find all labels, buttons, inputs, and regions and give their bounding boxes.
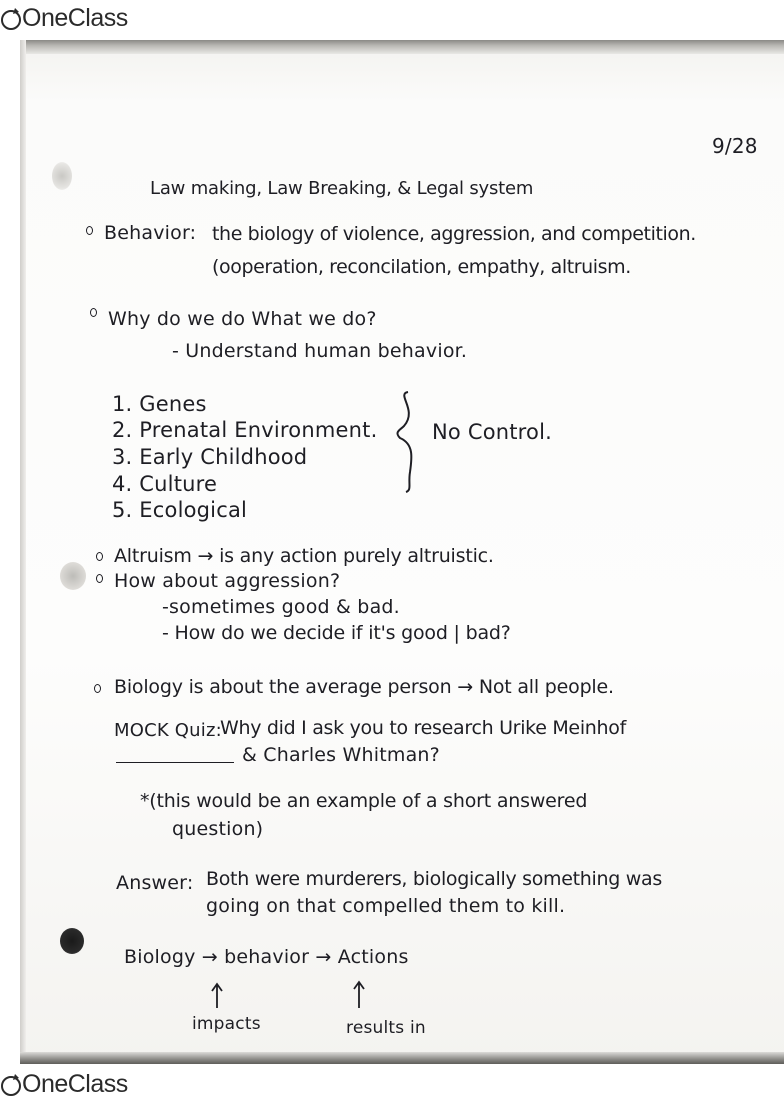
page-bottom-shadow bbox=[20, 1052, 784, 1064]
bullet bbox=[90, 308, 97, 317]
note-date: 9/28 bbox=[712, 134, 758, 158]
behavior-line-1: the biology of violence, aggression, and competition. bbox=[212, 223, 696, 245]
why-question: Why do we do What we do? bbox=[108, 308, 377, 330]
bullet bbox=[96, 552, 103, 561]
short-answer-line-1: *(this would be an example of a short answered bbox=[140, 790, 588, 812]
punch-hole bbox=[60, 562, 86, 590]
brand-footer bbox=[0, 1066, 128, 1102]
brand-header bbox=[0, 0, 128, 36]
answer-line-1: Both were murderers, biologically something was bbox=[206, 868, 662, 890]
answer-label: Answer: bbox=[116, 872, 194, 894]
note-title: Law making, Law Breaking, & Legal system bbox=[150, 178, 534, 199]
altruism-line-2: How about aggression? bbox=[114, 570, 341, 592]
brand-name: OneClass bbox=[22, 3, 128, 32]
altruism-line-1: Altruism → is any action purely altruistic. bbox=[114, 545, 494, 567]
factor-item: 2. Prenatal Environment. bbox=[112, 418, 378, 442]
mock-quiz-label: MOCK Quiz: bbox=[114, 720, 222, 741]
answer-line-2: going on that compelled them to kill. bbox=[206, 895, 566, 917]
factor-item: 5. Ecological bbox=[112, 498, 248, 522]
bullet bbox=[96, 574, 103, 583]
notebook-page-photo bbox=[20, 40, 784, 1064]
mock-quiz-underline bbox=[116, 762, 234, 763]
factor-item: 1. Genes bbox=[112, 392, 207, 416]
altruism-sub-2: - How do we decide if it's good | bad? bbox=[162, 622, 511, 644]
page-top-shadow bbox=[20, 40, 784, 54]
factor-item: 4. Culture bbox=[112, 472, 218, 496]
brand-name: OneClass bbox=[22, 1069, 128, 1098]
short-answer-line-2: question) bbox=[172, 818, 264, 840]
behavior-label: Behavior: bbox=[104, 222, 197, 244]
altruism-sub-1: -sometimes good & bad. bbox=[162, 596, 400, 618]
bullet bbox=[86, 226, 93, 235]
oneclass-logo-icon bbox=[0, 6, 24, 30]
punch-hole bbox=[60, 928, 84, 954]
mock-quiz-line-2: & Charles Whitman? bbox=[242, 744, 440, 766]
flow-label-right: results in bbox=[346, 1018, 426, 1038]
flow-line: Biology → behavior → Actions bbox=[124, 946, 409, 968]
behavior-line-2: (ooperation, reconcilation, empathy, altruism. bbox=[212, 256, 631, 278]
flow-label-left: impacts bbox=[192, 1014, 261, 1034]
biology-note: Biology is about the average person → Not all people. bbox=[114, 676, 614, 698]
oneclass-logo-icon bbox=[0, 1072, 24, 1096]
bullet bbox=[94, 684, 101, 693]
punch-hole bbox=[52, 162, 72, 190]
mock-quiz-line-1: Why did I ask you to research Urike Meinhof bbox=[220, 717, 626, 739]
factor-item: 3. Early Childhood bbox=[112, 445, 308, 469]
why-answer: - Understand human behavior. bbox=[172, 340, 468, 362]
factors-brace-label: No Control. bbox=[432, 420, 553, 444]
page-left-edge bbox=[20, 40, 26, 1064]
